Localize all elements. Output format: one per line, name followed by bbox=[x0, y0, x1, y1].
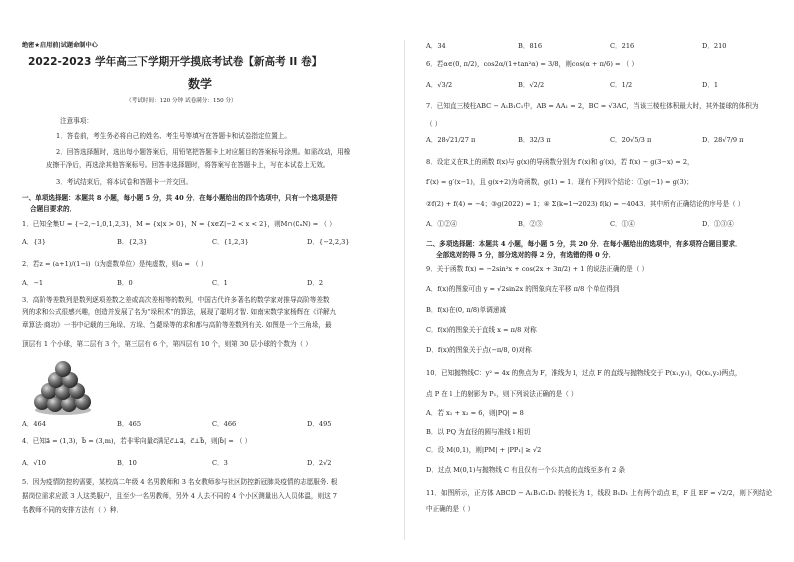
question-6-options bbox=[426, 81, 782, 89]
question-10-option-b: B．以 PQ 为直径的圆与准线 l 相切 bbox=[426, 428, 531, 436]
option-c: C．216 bbox=[610, 42, 635, 50]
question-3-line3: 章算法·商功》一书中记载的三角垛、方垛、刍薨垛等的求和都与高阶等差数列有关. 如图是一个三角垛，最 bbox=[22, 321, 332, 329]
option-a: A．①②④ bbox=[426, 220, 458, 228]
notice-3: 3．考试结束后，将本试卷和答题卡一并交回。 bbox=[56, 178, 193, 186]
question-4-options bbox=[22, 459, 397, 467]
section1-header-cont: 合题目要求的． bbox=[30, 205, 77, 213]
option-b: B．32/3 π bbox=[518, 136, 551, 144]
triangular-pile-figure bbox=[32, 360, 94, 416]
option-b: B．0 bbox=[117, 279, 133, 287]
question-5-line3: 名教师不同的安排方法有（ ）种． bbox=[22, 506, 124, 514]
question-1-options bbox=[22, 238, 397, 246]
option-a: A．28√21/27 π bbox=[426, 136, 476, 144]
confidential-stamp: 绝密★启用前|试题命制中心 bbox=[22, 42, 98, 49]
option-b: B．10 bbox=[117, 459, 137, 467]
question-9-option-c: C．f(x)的图象关于直线 x = π/8 对称 bbox=[426, 326, 537, 334]
question-9: 9．关于函数 f(x) = −2sin²x + cos(2x + 3π/2) + 1 的说法正确的是（ ） bbox=[426, 265, 649, 273]
exam-title: 2022-2023 学年高三下学期开学摸底考试卷【新高考 II 卷】 bbox=[28, 56, 323, 68]
option-a: A．{3} bbox=[22, 238, 46, 246]
question-5-line2: 据岗位需求应派 3 人这类服户，且至少一名男教师，另外 4 人去不同的 4 个小区测量出入人员体温，则这 7 bbox=[22, 492, 337, 500]
question-3-line2: 列的求和公式很感兴趣，创造并发展了名为“垛积术”的算法，展现了聪明才智. 如南宋数学家杨辉在《详解九 bbox=[22, 308, 337, 316]
subject-heading: 数学 bbox=[188, 77, 213, 91]
section1-header: 一、单项选择题：本题共 8 小题，每小题 5 分，共 40 分．在每小题给出的四个选项中，只有一个选项是符 bbox=[22, 194, 338, 202]
option-d: D．28√7/9 π bbox=[702, 136, 744, 144]
option-c: C．20√5/3 π bbox=[610, 136, 652, 144]
section2-header-cont: 全部选对的得 5 分，部分选对的得 2 分，有选错的得 0 分． bbox=[436, 251, 616, 259]
option-d: D．1 bbox=[702, 81, 719, 89]
notice-2-cont: 皮擦干净后，再选涂其他答案标号。回答非选择题时，将答案写在答题卡上，写在本试卷上无效。 bbox=[46, 161, 330, 169]
question-9-option-d: D．f(x)的图象关于点(−π/8, 0)对称 bbox=[426, 346, 532, 354]
question-3-line1: 3．高阶等差数列是数列逐项差数之差或高次差相等的数列，中国古代许多著名的数学家对推导高阶等差数 bbox=[22, 296, 330, 304]
option-d: D．①③④ bbox=[702, 220, 734, 228]
question-10-line1: 10．已知抛物线C：y² = 4x 的焦点为 F，准线为 l，过点 F 的直线与抛物线交于 P(x₁,y₁)，Q(x₂,y₂)两点， bbox=[426, 369, 742, 377]
question-11-line1: 11．如图所示，正方体 ABCD − A₁B₁C₁D₁ 的棱长为 1，线段 B₁D₁ 上有两个动点 E，F 且 EF = √2/2，则下列结论 bbox=[426, 489, 773, 497]
question-1: 1．已知全集U = {−2,−1,0,1,2,3}，M = {x|x > 0}，N = {x∈Z|−2 < x < 2}，则M∩(∁ᵤN) = （ ） bbox=[22, 220, 336, 228]
question-4: 4．已知a⃗ = (1,3)，b⃗ = (3,m)，若非零向量c⃗满足c⃗⊥a⃗，c⃗⊥b⃗，则|b⃗| = （ ） bbox=[22, 437, 252, 445]
option-b: B．816 bbox=[518, 42, 543, 50]
option-a: A．464 bbox=[22, 420, 46, 428]
option-a: A．34 bbox=[426, 42, 446, 50]
option-a: A．√3/2 bbox=[426, 81, 453, 89]
question-10-option-d: D．过点 M(0,1)与抛物线 C 有且仅有一个公共点的直线至多有 2 条 bbox=[426, 466, 626, 474]
option-a: A．√10 bbox=[22, 459, 46, 467]
question-10-option-a: A．若 x₁ + x₂ = 6，则|PQ| = 8 bbox=[426, 409, 524, 417]
question-10-line2: 点 P 在 l 上的射影为 P₁，则下列说法正确的是（ ） bbox=[426, 390, 578, 398]
question-8-line2: f′(x) = g′(x−1)，且 g(x+2)为奇函数，g(1) = 1．现有下列四个结论：①g(−1) = g(3)； bbox=[426, 178, 693, 186]
option-c: C．①④ bbox=[610, 220, 635, 228]
question-2: 2．若z = (a+1)/(1−i)（i为虚数单位）是纯虚数，则a = （ ） bbox=[22, 260, 208, 268]
option-d: D．495 bbox=[307, 420, 332, 428]
section2-header: 二、多项选择题：本题共 4 小题，每小题 5 分，共 20 分．在每小题给出的选项中，有多项符合题目要求． bbox=[426, 240, 742, 248]
right-column bbox=[412, 0, 787, 562]
question-3-options bbox=[22, 420, 397, 428]
option-b: B．②③ bbox=[518, 220, 543, 228]
question-7-line1: 7．已知直三棱柱ABC − A₁B₁C₁中，AB = AA₁ = 2，BC = √3AC，当该三棱柱体积最大时，其外接球的体积为 bbox=[426, 102, 759, 110]
question-2-options bbox=[22, 279, 397, 287]
question-3-line4: 顶层有 1 个小球，第二层有 3 个，第三层有 6 个，第四层有 10 个，则第 30 层小球的个数为（ ） bbox=[22, 340, 312, 348]
column-divider bbox=[404, 40, 405, 540]
notice-1: 1．答卷前，考生务必将自己的姓名、考生号等填写在答题卡和试卷指定位置上。 bbox=[56, 132, 291, 140]
question-8-line1: 8．设定义在R上的函数 f(x)与 g(x)的导函数分别为 f′(x)和 g′(x)，若 f(x) − g(3−x) = 2， bbox=[426, 158, 694, 166]
notice-2: 2．回答选择题时，选出每小题答案后，用铅笔把答题卡上对应题目的答案标号涂黑。如需改动，用橡 bbox=[56, 148, 351, 156]
question-9-option-a: A．f(x)的图象可由 y = √2sin2x 的图象向左平移 π/8 个单位得到 bbox=[426, 285, 620, 293]
option-c: C．1 bbox=[212, 279, 228, 287]
option-d: D．2√2 bbox=[307, 459, 332, 467]
option-a: A．−1 bbox=[22, 279, 44, 287]
question-6: 6．若α∈(0, π/2)，cos2α/(1+tan²α) = 3/8，则cos(α + π/6) = （ ） bbox=[426, 60, 638, 68]
question-7-line2: （ ） bbox=[426, 120, 442, 128]
option-b: B．√2/2 bbox=[518, 81, 545, 89]
question-7-options bbox=[426, 136, 782, 144]
option-b: B．465 bbox=[117, 420, 142, 428]
exam-info: （考试时间：120 分钟 试卷满分：150 分） bbox=[126, 98, 237, 104]
option-d: D．2 bbox=[307, 279, 324, 287]
question-5-line1: 5．因为疫情防控的需要，某校高二年级 4 名男教师和 3 名女教师参与社区防控新冠肺炎疫情的志愿服务. 根 bbox=[22, 478, 338, 486]
notice-header: 注意事项： bbox=[60, 117, 93, 125]
option-c: C．{1,2,3} bbox=[212, 238, 249, 246]
question-9-option-b: B．f(x)在(0, π/8)单调递减 bbox=[426, 306, 506, 314]
option-c: C．3 bbox=[212, 459, 228, 467]
option-d: D．210 bbox=[702, 42, 727, 50]
option-d: D．{−2,2,3} bbox=[307, 238, 350, 246]
option-c: C．466 bbox=[212, 420, 237, 428]
question-8-options bbox=[426, 220, 782, 228]
question-5-options bbox=[426, 42, 782, 50]
left-column bbox=[22, 0, 397, 562]
option-b: B．{2,3} bbox=[117, 238, 148, 246]
question-8-line3: ②f(2) + f(4) = −4；③g(2022) = 1；④ Σ(k=1→2023) f(k) = −4043．其中所有正确结论的序号是（ ） bbox=[426, 200, 745, 208]
question-11-line2: 中正确的是（ ） bbox=[426, 505, 475, 513]
question-10-option-c: C．设 M(0,1)，则|PM| + |PP₁| ≥ √2 bbox=[426, 446, 542, 454]
option-c: C．1/2 bbox=[610, 81, 633, 89]
